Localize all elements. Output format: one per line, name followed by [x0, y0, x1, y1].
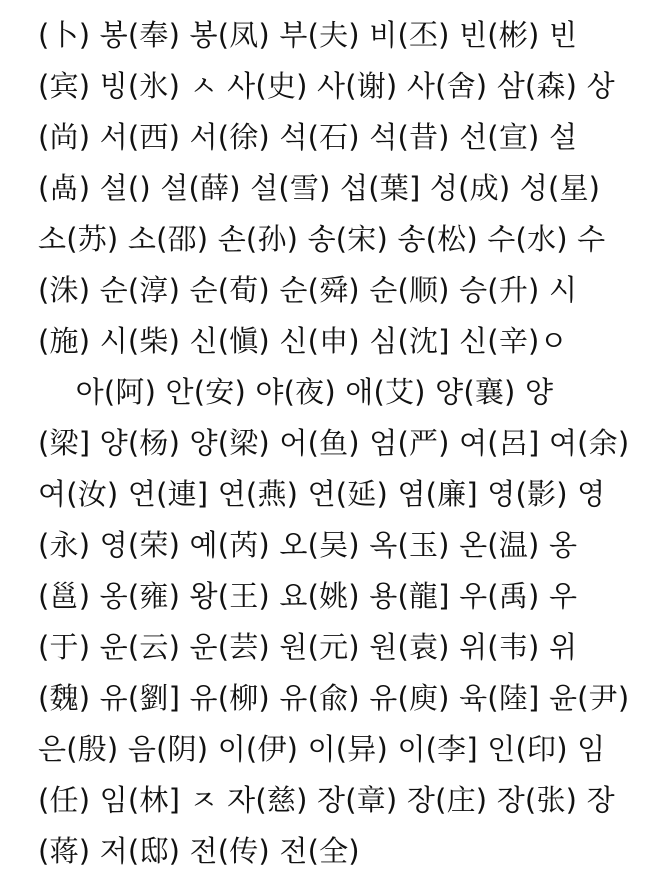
text-line: (梁] 양(杨) 양(梁) 어(鱼) 엄(严) 여(呂] 여(余): [38, 426, 630, 460]
text-line: (邕) 옹(雍) 왕(王) 요(姚) 용(龍] 우(禹) 우: [38, 579, 578, 613]
text-line: (施) 시(柴) 신(愼) 신(申) 심(沈] 신(辛)ㅇ: [38, 324, 568, 358]
text-line: (卨) 설() 설(薛) 설(雪) 섭(葉] 성(成) 성(星): [38, 171, 601, 205]
text-line: 은(殷) 음(阴) 이(伊) 이(异) 이(李] 인(印) 임: [38, 732, 606, 766]
text-line: 여(汝) 연(連] 연(燕) 연(延) 염(廉] 영(影) 영: [38, 477, 606, 511]
text-line: (尚) 서(西) 서(徐) 석(石) 석(昔) 선(宣) 설: [38, 120, 578, 154]
text-line: 소(苏) 소(邵) 손(孙) 송(宋) 송(松) 수(水) 수: [38, 222, 606, 256]
text-line: (宾) 빙(氷) ㅅ 사(史) 사(谢) 사(舍) 삼(森) 상: [38, 69, 615, 103]
text-line: 아(阿) 안(安) 야(夜) 애(艾) 양(襄) 양: [38, 375, 554, 409]
text-line: (任) 임(林] ㅈ 자(慈) 장(章) 장(庄) 장(张) 장: [38, 783, 615, 817]
text-line: (永) 영(荣) 예(芮) 오(吴) 옥(玉) 온(温) 옹: [38, 528, 578, 562]
text-line: (洙) 순(淳) 순(荀) 순(舜) 순(顺) 승(升) 시: [38, 273, 578, 307]
text-line: (卜) 봉(奉) 봉(凤) 부(夫) 비(丕) 빈(彬) 빈: [38, 18, 578, 52]
text-line: (魏) 유(劉] 유(柳) 유(兪) 유(庾) 육(陸] 윤(尹): [38, 681, 630, 715]
text-line: (于) 운(云) 운(芸) 원(元) 원(袁) 위(韦) 위: [38, 630, 578, 664]
text-line: (蒋) 저(邸) 전(传) 전(全): [38, 834, 360, 868]
